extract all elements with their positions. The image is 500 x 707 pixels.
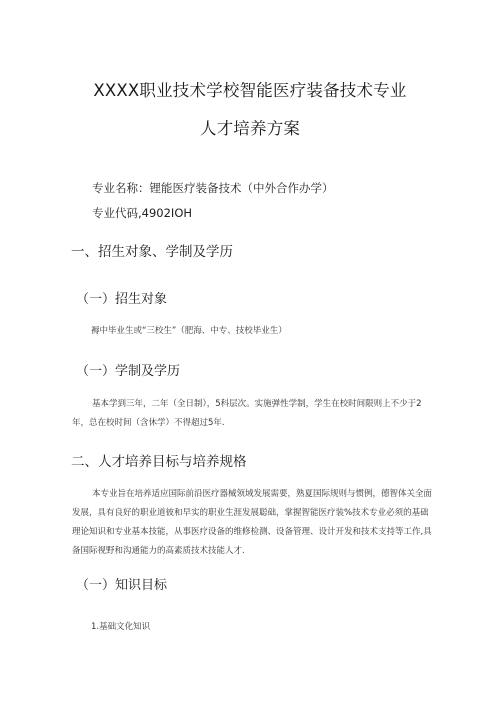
section2-sub1-item1: 1.基础文化知识 (91, 622, 151, 632)
section2-heading: 二、人才培养目标与培养规格 (71, 454, 247, 470)
section2-paragraph (72, 485, 432, 561)
paragraph-line: 发展，具有良好的职业道彼和早实的职业生涯发展聪础，掌握智能医疗装%技术专业必须的基础 (72, 508, 429, 518)
paragraph-line: 基本学到三年，二年（全日制），5科层次。实施弹性学制，学生在校时间限则上不少于2 (92, 399, 422, 409)
section1-sub2-paragraph (72, 395, 432, 433)
paragraph-line: 理论知识和专业基本技能，从事医疗设备的维修检测、设备管理、设计开发和技术支持等工作,具 (72, 527, 432, 537)
document-title-line2: 人才培养方案 (199, 119, 301, 138)
section1-sub1-text: 褥中毕业生或“三校生”（肥海、中专、技校毕业生） (91, 326, 287, 336)
paragraph-line: 年，总在校时间（含休学）不得超过5年. (72, 418, 225, 428)
section1-sub2-heading: （一）学制及学历 (76, 364, 181, 379)
paragraph-line: 备国际视野和沟通能力的高素质技术技能人才. (72, 546, 245, 556)
document-title-line1: XXXX职业技术学校智能医疗装备技术专业 (93, 81, 407, 100)
section1-sub1-heading: （一）招生对象 (76, 292, 168, 307)
section1-heading: 一、招生对象、学制及学历 (71, 244, 233, 260)
major-code: 专业代码,4902IOH (92, 206, 193, 220)
section2-sub1-heading: （一）知识目标 (76, 578, 168, 593)
major-name: 专业名称：锂能医疗装备技术（中外合作办学） (92, 181, 334, 195)
paragraph-line: 本专业旨在培养适应国际前沿医疗器械领域发展需要，熟夏国际规则与惯例，德智体关全面 (92, 489, 433, 499)
